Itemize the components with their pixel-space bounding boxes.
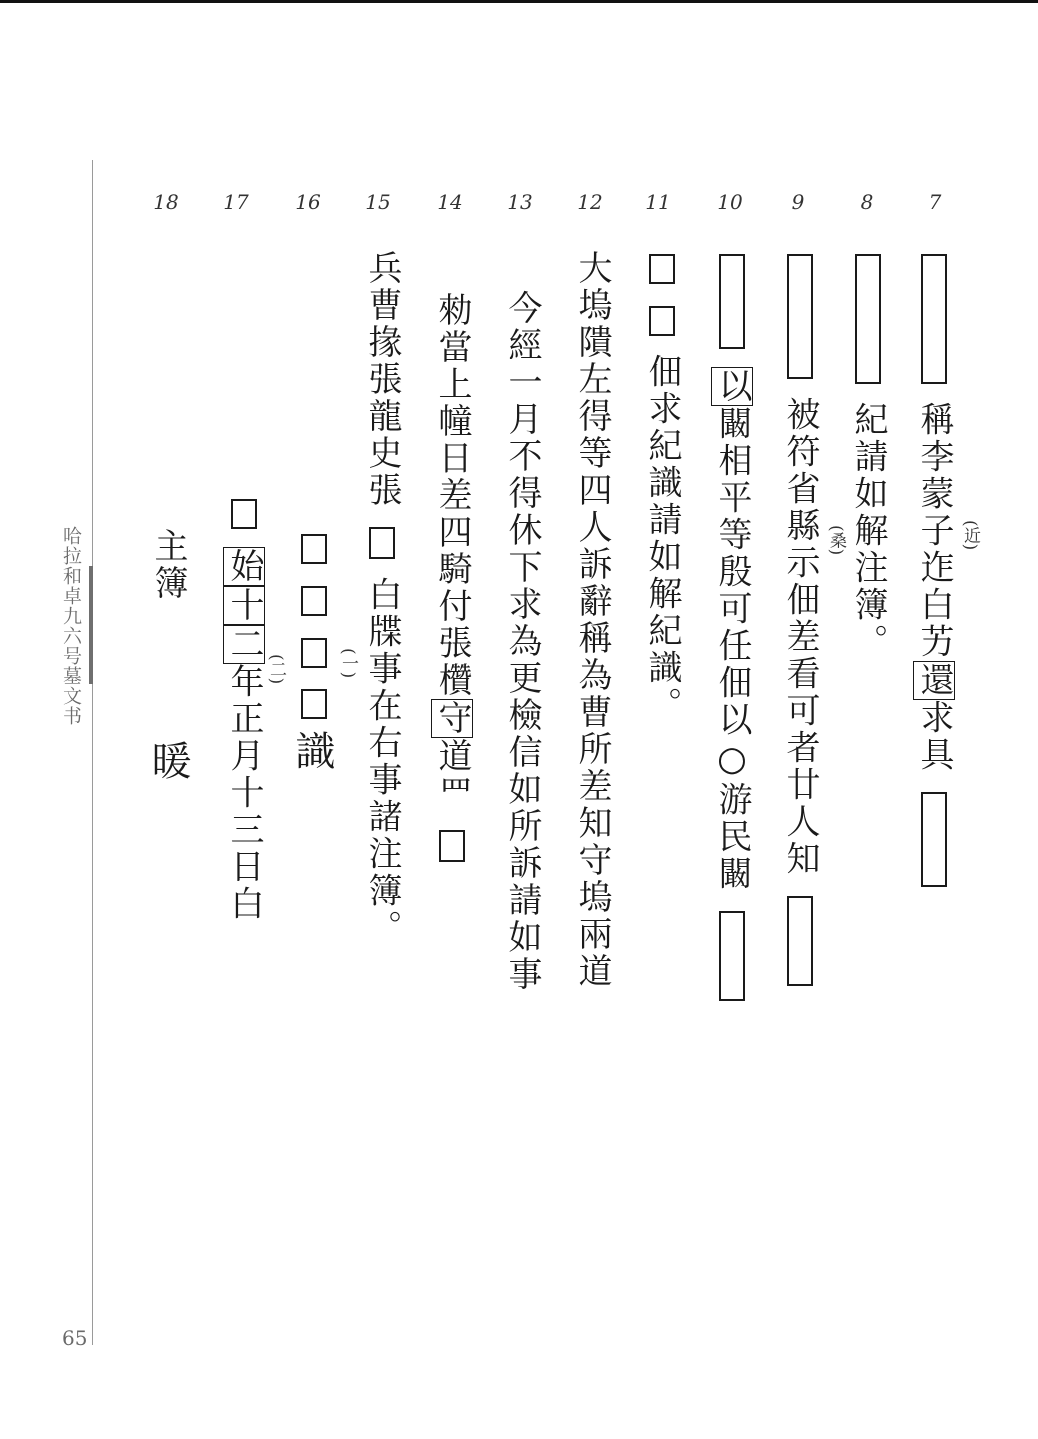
line-number-9: 9 <box>791 190 805 214</box>
text-line-18: 主簿 <box>148 528 188 602</box>
text-segment: 稱李蒙子 <box>914 401 954 550</box>
lacuna-box <box>719 254 745 349</box>
margin-marker <box>89 566 93 684</box>
lacuna-box <box>787 254 813 379</box>
signature-char: 識 <box>289 730 335 773</box>
lacuna-box <box>855 254 881 384</box>
text-line-7 <box>912 250 956 891</box>
text-line-13 <box>500 290 544 993</box>
lacuna-box <box>231 499 257 529</box>
text-segment: 迮白艻 <box>914 549 954 661</box>
lacuna-box <box>719 911 745 1001</box>
text-segment: 道 <box>432 738 472 775</box>
lacuna-box <box>301 586 327 616</box>
line-number-10: 10 <box>717 190 743 214</box>
text-segment: 游民闞 <box>712 781 752 893</box>
lacuna-box <box>921 254 947 384</box>
line-number-15: 15 <box>365 190 391 214</box>
lacuna-box <box>921 792 947 887</box>
text-segment: 史張 <box>362 435 402 509</box>
text-line-10 <box>710 250 754 1005</box>
emendation-note: (桑) <box>826 525 846 556</box>
lacuna-box <box>649 306 675 336</box>
text-line-9 <box>778 250 822 990</box>
line-number-12: 12 <box>577 190 603 214</box>
emendation-note: (近) <box>960 520 980 551</box>
text-segment: 罒 <box>432 775 472 812</box>
text-line-12 <box>570 250 614 990</box>
lacuna-box <box>787 896 813 986</box>
line-number-13: 13 <box>507 190 533 214</box>
margin-rule <box>92 160 93 1345</box>
line-number-7: 7 <box>928 190 942 214</box>
text-segment: 勑當上幢日差四騎付張欑 <box>432 292 472 699</box>
text-segment: 白牒事在右事諸注簿。 <box>362 576 402 947</box>
lacuna-box <box>439 830 465 862</box>
text-segment: 年正月十三日白 <box>224 663 264 923</box>
text-segment: 求具 <box>914 699 954 774</box>
text-line-16 <box>292 530 336 723</box>
text-segment: 以 <box>712 367 752 405</box>
footnote-marker: (一) <box>338 648 358 679</box>
lacuna-box <box>369 527 395 559</box>
line-number-14: 14 <box>437 190 463 214</box>
text-line-15 <box>360 250 404 947</box>
lacuna-box <box>301 689 327 719</box>
text-line-14 <box>430 292 474 866</box>
text-segment: 今經一月不得休下求為更檢信如所訴請如事 <box>502 290 542 993</box>
text-segment: 紀請如解注簿。 <box>848 401 888 661</box>
page-number: 65 <box>62 1326 88 1350</box>
lacuna-box <box>649 254 675 284</box>
text-segment: ○ <box>712 738 752 782</box>
text-segment: 示佃差看可者廿人知 <box>780 544 820 878</box>
text-line-8 <box>846 250 890 661</box>
text-segment: 以 <box>712 701 752 739</box>
line-number-11: 11 <box>645 190 671 214</box>
text-segment: 佃求紀識請如解紀識。 <box>642 353 682 724</box>
text-segment: 十 <box>224 586 264 624</box>
text-segment: 被符省縣 <box>780 396 820 545</box>
text-segment: 二 <box>224 625 264 663</box>
line-number-8: 8 <box>860 190 874 214</box>
footnote-marker: (二) <box>266 654 286 685</box>
line-number-18: 18 <box>153 190 179 214</box>
lacuna-box <box>301 534 327 564</box>
running-title: 哈拉和卓九六号墓文书 <box>60 526 82 726</box>
text-segment: 兵曹掾張龍 <box>362 250 402 435</box>
text-line-11 <box>640 250 684 724</box>
line-number-16: 16 <box>295 190 321 214</box>
lacuna-box <box>301 638 327 668</box>
text-segment: 大塢隤左得等四人訴辭稱為曹所差知守塢兩道 <box>572 250 612 990</box>
line-number-17: 17 <box>223 190 249 214</box>
text-segment: 闞相平等殷可任佃 <box>712 405 752 702</box>
text-segment: 始 <box>224 547 264 585</box>
text-line-17 <box>222 495 266 923</box>
signature-char: 暖 <box>145 740 191 783</box>
text-segment: 守 <box>432 700 472 737</box>
text-segment: 還 <box>914 661 954 699</box>
top-rule <box>0 0 1038 3</box>
